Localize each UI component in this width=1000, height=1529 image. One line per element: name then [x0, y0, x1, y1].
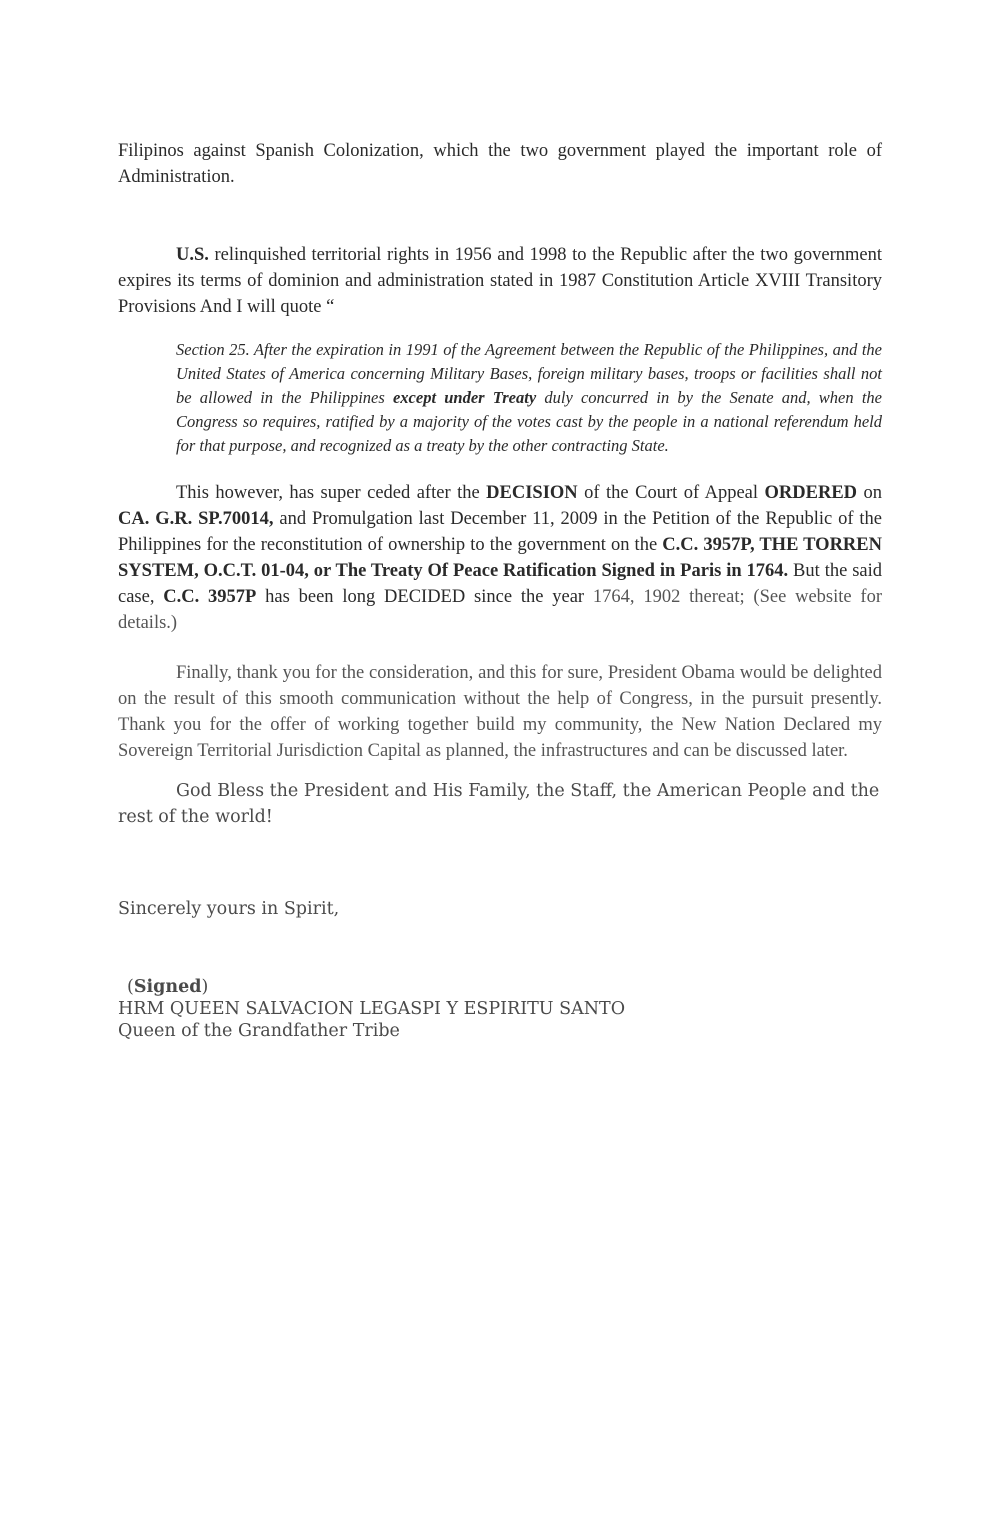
paragraph-decision	[118, 480, 882, 636]
decision-text-1: This however, has super ceded after the	[176, 483, 487, 503]
signatory-name: HRM QUEEN SALVACION LEGASPI Y ESPIRITU SANTO	[118, 999, 626, 1019]
paragraph-god-bless: God Bless the President and His Family, the Staff, the American People and the rest of the world!	[118, 781, 880, 827]
case-number-bold: CA. G.R. SP.70014,	[118, 509, 274, 529]
decision-text-5: But the said case,	[118, 561, 882, 607]
us-bold: U.S.	[176, 245, 209, 265]
decision-text-4: and Promulgation last December 11, 2009 in the Petition of the Republic of the Philippines for the reconstitution of ownership to the government on the	[118, 509, 882, 555]
decision-text-7: 1764, 1902 thereat; (See website for details.)	[118, 587, 882, 633]
decision-text-3: on	[857, 483, 883, 503]
decision-text-6: has been long DECIDED since the year	[256, 587, 593, 607]
decision-text-2: of the Court of Appeal	[577, 483, 765, 503]
quote-bold: except under Treaty	[392, 388, 537, 407]
closing-line: Sincerely yours in Spirit,	[118, 899, 340, 919]
ordered-bold: ORDERED	[764, 483, 858, 503]
us-text: relinquished territorial rights in 1956 and 1998 to the Republic after the two government expires its terms of dominion and administration stated in 1987 Constitution Article XVIII Transitory Provisions And I will quote “	[118, 245, 882, 317]
paragraph-administration: Filipinos against Spanish Colonization, which the two government played the important role of Administration.	[118, 141, 882, 187]
signed-open-paren: (	[127, 977, 134, 997]
torren-system-bold: C.C. 3957P, THE TORREN SYSTEM, O.C.T. 01-04, or The Treaty Of Peace Ratification Signed in Paris in 1764.	[118, 535, 882, 581]
signed-label: Signed	[133, 977, 202, 997]
signatory-title: Queen of the Grandfather Tribe	[118, 1021, 400, 1041]
paragraph-thank-you: Finally, thank you for the consideration, and this for sure, President Obama would be delighted on the result of this smooth communication without the help of Congress, in the pursuit presently. Thank you for the offer of working together build my community, the New Nation Declared my Sovereign Territorial Jurisdiction Capital as planned, the infrastructures and can be discussed later.	[118, 663, 882, 761]
letter-page	[118, 138, 882, 1042]
decision-bold: DECISION	[486, 483, 578, 503]
signature-block	[118, 976, 882, 1042]
paragraph-us-relinquished	[118, 242, 882, 320]
quote-part-1: Section 25. After the expiration in 1991 of the Agreement between the Republic of the Philippines, and the United States of America concerning Military Bases, foreign military bases, troops or facilities shall not be allowed in the Philippines	[176, 340, 882, 407]
cc-number-bold: C.C. 3957P	[163, 587, 257, 607]
quote-part-2: duly concurred in by the Senate and, when the Congress so requires, ratified by a majority of the votes cast by the people in a national referendum held for that purpose, and recognized as a treaty by the other contracting State.	[176, 388, 882, 455]
signed-close-paren: )	[201, 977, 209, 997]
signed-line	[127, 976, 882, 998]
constitution-quote	[176, 338, 882, 458]
